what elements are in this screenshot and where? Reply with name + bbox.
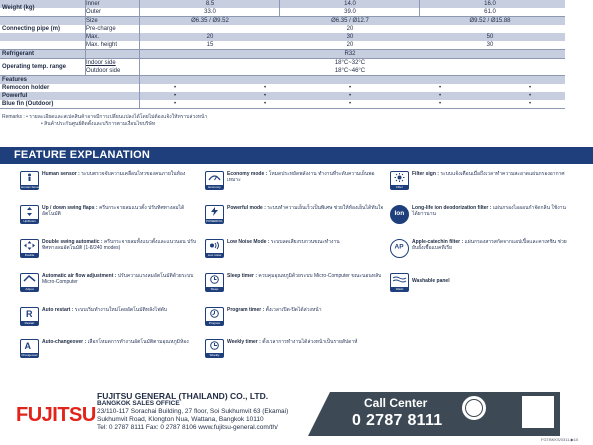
pipe-size-value-3: Ø9.52 / Ø15.88 (469, 18, 511, 24)
feature-desc: แผ่นกรองไอออนกำจัดกลิ่น ใช้งานได้ยาวนาน (412, 205, 566, 217)
weight-inner-value-1: 8.5 (205, 1, 215, 7)
pipe-max-value-1: 20 (206, 34, 214, 40)
row-sub-label: Inner (86, 1, 100, 7)
document-code: FGTBKKS/0311-▶10 (541, 437, 579, 442)
feature-mark: • (348, 93, 352, 99)
feature-mark: • (528, 93, 532, 99)
feature-desc: ระบบตรวจจับความเคลื่อนไหวของคนภายในห้อง (81, 171, 186, 177)
feature-desc: ปรับความแรงลมอัตโนมัติด้วยระบบ Micro-Computer (42, 273, 194, 285)
feature-row-label: Remocon holder (2, 85, 50, 91)
column-divider (419, 0, 420, 17)
feature-desc: ระบบทำความเย็นเร็วเป็นพิเศษ ช่วยให้ห้องเย็นได้ทันใจ (267, 205, 384, 211)
feature-auto-restart (20, 307, 200, 331)
feature-name: Auto-changeover : (42, 339, 87, 345)
feature-mark: • (348, 85, 352, 91)
feature-mark: • (263, 85, 267, 91)
economy-icon: Economy (205, 171, 224, 190)
office-name: BANGKOK SALES OFFICE (97, 400, 180, 407)
certification-badge-icon (462, 396, 486, 420)
feature-apple-catechin (390, 239, 570, 263)
feature-human-sensor (20, 171, 200, 195)
feature-name: Low Noise Mode : (227, 239, 270, 245)
call-center-title: Call Center (364, 396, 428, 410)
row-sub-label: Outdoor side (86, 68, 121, 74)
feature-washable-panel (390, 273, 570, 297)
feature-mark: • (528, 85, 532, 91)
call-center-number: 0 2787 8111 (352, 412, 443, 429)
feature-row-label: Blue fin (Outdoor) (2, 101, 54, 107)
pipe-height-value-2: 20 (346, 42, 354, 48)
svg-text:A: A (24, 341, 31, 351)
human-sensor-icon: Human Sensor (20, 171, 39, 190)
column-divider (139, 0, 140, 108)
pipe-max-value-2: 30 (346, 34, 354, 40)
feature-name: Program timer : (227, 307, 265, 313)
pipe-size-value-2: Ø6.35 / Ø12.7 (331, 18, 369, 24)
feature-name: Weekly timer : (227, 339, 261, 345)
ion-icon (390, 205, 409, 224)
features-label: Features (2, 77, 28, 83)
filter-icon: Filter (390, 171, 409, 190)
feature-ion-filter (390, 205, 570, 229)
fujitsu-logo: FUJITSU (16, 404, 96, 426)
feature-mark: • (173, 93, 177, 99)
contact-line: Tel: 0 2787 8111 Fax: 0 2787 8106 www.fujitsu-general.com/th/ (97, 424, 278, 431)
weight-inner-value-2: 14.0 (344, 1, 356, 7)
feature-desc: ระบบเริ่มทำงานใหม่โดยอัตโนมัติหลังไฟดับ (74, 307, 168, 313)
updown-swing-icon: Up/Down (20, 205, 39, 224)
feature-desc: ครีบกระจายลมทั้งแนวตั้งและแนวนอน ปรับทิศทางลมอัตโนมัติ (1-8/240 modes) (42, 239, 197, 251)
feature-name: Apple-catechin filter : (412, 239, 464, 245)
feature-name: Economy mode : (227, 171, 268, 177)
feature-weekly-timer (205, 339, 385, 363)
pipe-max-value-3: 50 (486, 34, 494, 40)
pipe-label: Connecting pipe (m) (2, 26, 60, 32)
feature-auto-changeover (20, 339, 200, 363)
feature-desc: เลือกโหมดการทำงานอัตโนมัติตามอุณหภูมิห้อง (87, 339, 189, 345)
feature-economy (205, 171, 385, 195)
double-swing-icon: Double (20, 239, 39, 258)
feature-name: Long-life ion deodorization filter : (412, 205, 492, 211)
feature-explanation-title: FEATURE EXPLANATION (14, 149, 151, 161)
feature-desc: ตั้งเวลาเปิด-ปิดได้ล่วงหน้า (265, 307, 322, 313)
feature-mark: • (173, 85, 177, 91)
feature-filter-sign (390, 171, 570, 195)
svg-text:Ion: Ion (394, 210, 405, 217)
feature-updown-swing (20, 205, 200, 229)
feature-low-noise (205, 239, 385, 263)
feature-name: Human sensor : (42, 171, 80, 177)
feature-explanation-bar (0, 147, 593, 164)
wash-icon: Wash (390, 273, 409, 292)
feature-powerful (205, 205, 385, 229)
feature-mark: • (348, 101, 352, 107)
feature-name: Washable panel (412, 278, 450, 284)
feature-mark: • (528, 101, 532, 107)
feature-row-label: Powerful (2, 93, 28, 99)
feature-mark: • (438, 93, 442, 99)
company-name: FUJITSU GENERAL (THAILAND) CO., LTD. (97, 391, 269, 401)
feature-desc: ระบบแจ้งเตือนเมื่อถึงเวลาทำความสะอาดแผ่นกรองอากาศ (440, 171, 565, 177)
company-info (97, 392, 288, 432)
pipe-height-value-3: 30 (486, 42, 494, 48)
row-sub-label: Indoor side (86, 60, 116, 66)
low-noise-icon: Low noise (205, 239, 224, 258)
temp-outdoor-value: 18°C~46°C (334, 68, 366, 74)
feature-name: Auto restart : (42, 307, 74, 313)
adjust-icon: Adjust (20, 273, 39, 292)
feature-name: Powerful mode : (227, 205, 266, 211)
feature-mark: • (263, 101, 267, 107)
address-line-1: 23/110-117 Sorachai Building, 27 floor, Soi Sukhumvit 63 (Ekamai) (97, 408, 289, 415)
weight-outer-value-2: 39.0 (344, 9, 356, 15)
feature-auto-air-flow (20, 273, 200, 297)
row-sub-label: Max. (86, 34, 100, 40)
feature-program-timer (205, 307, 385, 331)
feature-double-swing (20, 239, 200, 263)
feature-row (0, 100, 565, 108)
feature-name: Sleep timer : (227, 273, 258, 279)
feature-name: Automatic air flow adjustment : (42, 273, 117, 279)
row-sub-label: Max. height (86, 42, 118, 48)
sleep-icon: Sleep (205, 273, 224, 292)
temp-indoor-value: 18°C~32°C (334, 60, 366, 66)
remarks-line-2: • สินค้าประกันศูนย์ติดตั้งและบริการตามเงื่อนไขบริษัท (41, 121, 156, 127)
powerful-icon: POWERFUL (205, 205, 224, 224)
feature-row (0, 84, 565, 92)
weight-outer-value-1: 33.0 (204, 9, 216, 15)
column-divider (85, 0, 86, 75)
refrigerant-label: Refrigerant (2, 51, 35, 57)
pipe-size-value-1: Ø6.35 / Ø9.52 (191, 18, 229, 24)
feature-desc: ควบคุมอุณหภูมิด้วยระบบ Micro-Computer ขณะนอนหลับ (258, 273, 382, 279)
feature-mark: • (438, 101, 442, 107)
pipe-height-value-1: 15 (206, 42, 214, 48)
address-line-2: Sukhumvit Road, Klongton Nua, Wattana, Bangkok 10110 (97, 416, 264, 423)
feature-name: Filter sign : (412, 171, 439, 177)
column-divider (279, 0, 280, 17)
weight-outer-value-3: 61.0 (484, 9, 496, 15)
remarks-line-1: Remarks : • รายละเอียดและสเปคสินค้าอาจมีการเปลี่ยนแปลงได้โดยไม่ต้องแจ้งให้ทราบล่วงหน้า (2, 114, 208, 120)
feature-desc: ตั้งเวลาการทำงานได้ล่วงหน้าเป็นรายสัปดาห์ (262, 339, 358, 345)
temp-label: Operating temp. range (2, 64, 67, 70)
feature-mark: • (263, 93, 267, 99)
feature-desc: ระบบลดเสียงรบกวนขณะทำงาน (270, 239, 340, 245)
pipe-precharge-value: 20 (346, 26, 354, 32)
award-logo-icon (522, 396, 554, 428)
program-icon: Program (205, 307, 224, 326)
row-sub-label: Outer (86, 9, 102, 15)
feature-desc: แผ่นกรองสารสกัดจากแอปเปิ้ลและคาเทชิน ช่วยยับยั้งเชื้อแบคทีเรีย (412, 239, 567, 251)
row-sub-label: Size (86, 18, 98, 24)
svg-text:R: R (26, 309, 33, 319)
changeover-icon: A Changeover (21, 341, 38, 357)
row-sub-label: Pre-charge (86, 26, 116, 32)
feature-mark: • (438, 85, 442, 91)
feature-row (0, 92, 565, 100)
feature-desc: ครีบกระจายลมแนวตั้ง ปรับทิศทางลมได้อัตโนมัติ (42, 205, 185, 217)
feature-sleep-timer (205, 273, 385, 297)
weight-label: Weight (kg) (2, 5, 35, 11)
svg-text:AP: AP (394, 243, 404, 251)
feature-mark: • (173, 101, 177, 107)
refrigerant-value: R32 (344, 51, 356, 57)
features-header-row (0, 76, 565, 84)
weekly-icon: Weekly (205, 339, 224, 358)
feature-name: Double swing automatic : (42, 239, 103, 245)
weight-inner-value-3: 16.0 (484, 1, 496, 7)
row-divider (0, 108, 565, 109)
apple-catechin-icon (390, 239, 409, 258)
restart-icon: R Restart (20, 307, 39, 326)
feature-name: Up / down swing flaps : (42, 205, 98, 211)
feature-desc: โหมดประหยัดพลังงาน ทำงานที่ระดับความเย็นพอเหมาะ (227, 171, 375, 183)
